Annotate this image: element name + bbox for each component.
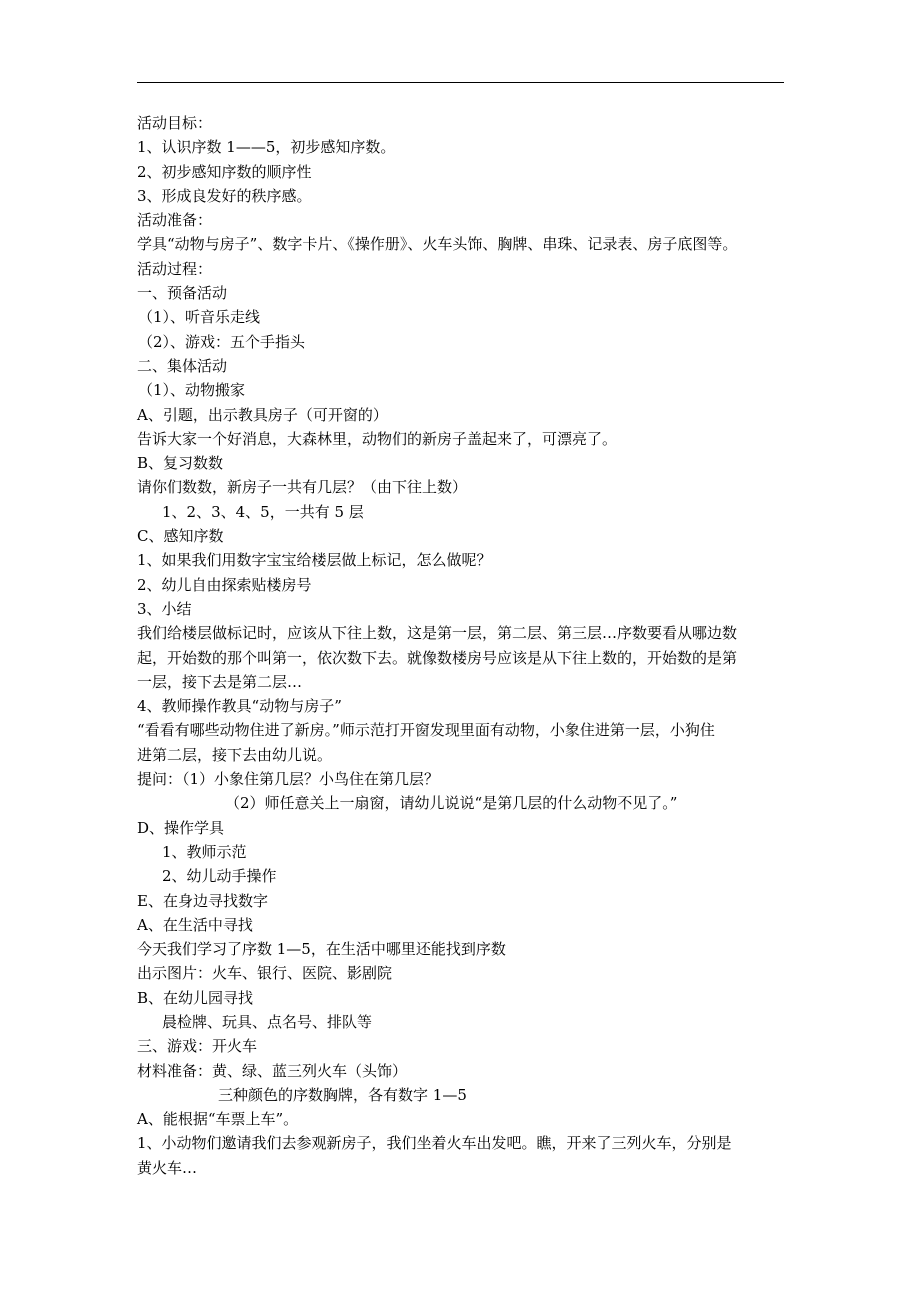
demo-line-2: 进第二层，接下去由幼儿说。 bbox=[137, 745, 333, 764]
goal-item-1: 1、认识序数 1——5，初步感知序数。 bbox=[137, 138, 396, 157]
goal-item-3: 3、形成良发好的秩序感。 bbox=[137, 186, 312, 205]
operate-item-2: 2、幼儿动手操作 bbox=[162, 867, 277, 886]
operate-item-1: 1、教师示范 bbox=[162, 842, 247, 861]
question-line-1: 提问：（1）小象住第几层？小鸟住在第几层？ bbox=[137, 770, 440, 789]
step-c-perceive: C、感知序数 bbox=[137, 527, 224, 546]
document-body bbox=[137, 111, 797, 1180]
perceive-item-3: 3、小结 bbox=[137, 599, 192, 618]
summary-line-1: 我们给楼层做标记时，应该从下往上数，这是第一层，第二层、第三层…序数要看从哪边数 bbox=[137, 624, 738, 643]
heading-activity-process: 活动过程： bbox=[137, 259, 213, 278]
step-d-operate: D、操作学具 bbox=[137, 818, 225, 837]
find-in-kindergarten: B、在幼儿园寻找 bbox=[137, 988, 254, 1007]
show-pictures: 出示图片：火车、银行、医院、影剧院 bbox=[137, 964, 393, 983]
paragraph-news: 告诉大家一个好消息，大森林里，动物们的新房子盖起来了，可漂亮了。 bbox=[137, 429, 618, 448]
warmup-step-2: （2）、游戏：五个手指头 bbox=[138, 332, 306, 351]
section-warmup: 一、预备活动 bbox=[137, 284, 228, 303]
materials-line-1: 材料准备：黄、绿、蓝三列火车（头饰） bbox=[137, 1061, 408, 1080]
heading-activity-preparation: 活动准备： bbox=[137, 211, 213, 230]
heading-activity-goals: 活动目标： bbox=[137, 114, 213, 132]
section-game-train: 三、游戏：开火车 bbox=[137, 1037, 258, 1056]
materials-line-2: 三种颜色的序数胸牌，各有数字 1—5 bbox=[218, 1085, 467, 1104]
perceive-item-1: 1、如果我们用数字宝宝给楼层做上标记，怎么做呢？ bbox=[137, 551, 492, 570]
group-step-1: （1）、动物搬家 bbox=[138, 381, 246, 400]
game-text-line-2: 黄火车… bbox=[137, 1158, 198, 1177]
step-e-find-numbers: E、在身边寻找数字 bbox=[137, 891, 268, 910]
perceive-item-4: 4、教师操作教具“动物与房子” bbox=[137, 697, 342, 716]
game-text-line-1: 1、小动物们邀请我们去参观新房子，我们坐着火车出发吧。瞧，开来了三列火车，分别是 bbox=[137, 1134, 732, 1153]
step-a-intro: A、引题，出示教具房子（可开窗的） bbox=[137, 405, 388, 424]
perceive-item-2: 2、幼儿自由探索贴楼房号 bbox=[137, 575, 312, 594]
preparation-materials: 学具“动物与房子”、数字卡片、《操作册》、火车头饰、胸牌、串珠、记录表、房子底图等。 bbox=[137, 235, 738, 254]
paragraph-count-answer: 1、2、3、4、5，一共有 5 层 bbox=[162, 502, 364, 521]
header-rule bbox=[137, 82, 784, 83]
goal-item-2: 2、初步感知序数的顺序性 bbox=[137, 162, 312, 181]
kindergarten-examples: 晨检牌、玩具、点名号、排队等 bbox=[162, 1012, 373, 1031]
find-in-life-text: 今天我们学习了序数 1—5，在生活中哪里还能找到序数 bbox=[137, 940, 506, 959]
section-group-activity: 二、集体活动 bbox=[137, 356, 228, 375]
summary-line-2: 起，开始数的那个叫第一，依次数下去。就像数楼房号应该是从下往上数的，开始数的是第 bbox=[137, 648, 738, 667]
demo-line-1: “看看有哪些动物住进了新房。”师示范打开窗发现里面有动物，小象住进第一层，小狗住 bbox=[137, 721, 715, 740]
summary-line-3: 一层，接下去是第二层… bbox=[137, 672, 303, 691]
find-in-life: A、在生活中寻找 bbox=[137, 915, 253, 934]
paragraph-count-question: 请你们数数，新房子一共有几层？（由下往上数） bbox=[137, 478, 468, 497]
game-step-a: A、能根据“车票上车”。 bbox=[137, 1110, 299, 1129]
question-line-2: （2）师任意关上一扇窗，请幼儿说说“是第几层的什么动物不见了。” bbox=[225, 794, 678, 813]
step-b-review: B、复习数数 bbox=[137, 454, 224, 473]
warmup-step-1: （1）、听音乐走线 bbox=[138, 308, 261, 327]
